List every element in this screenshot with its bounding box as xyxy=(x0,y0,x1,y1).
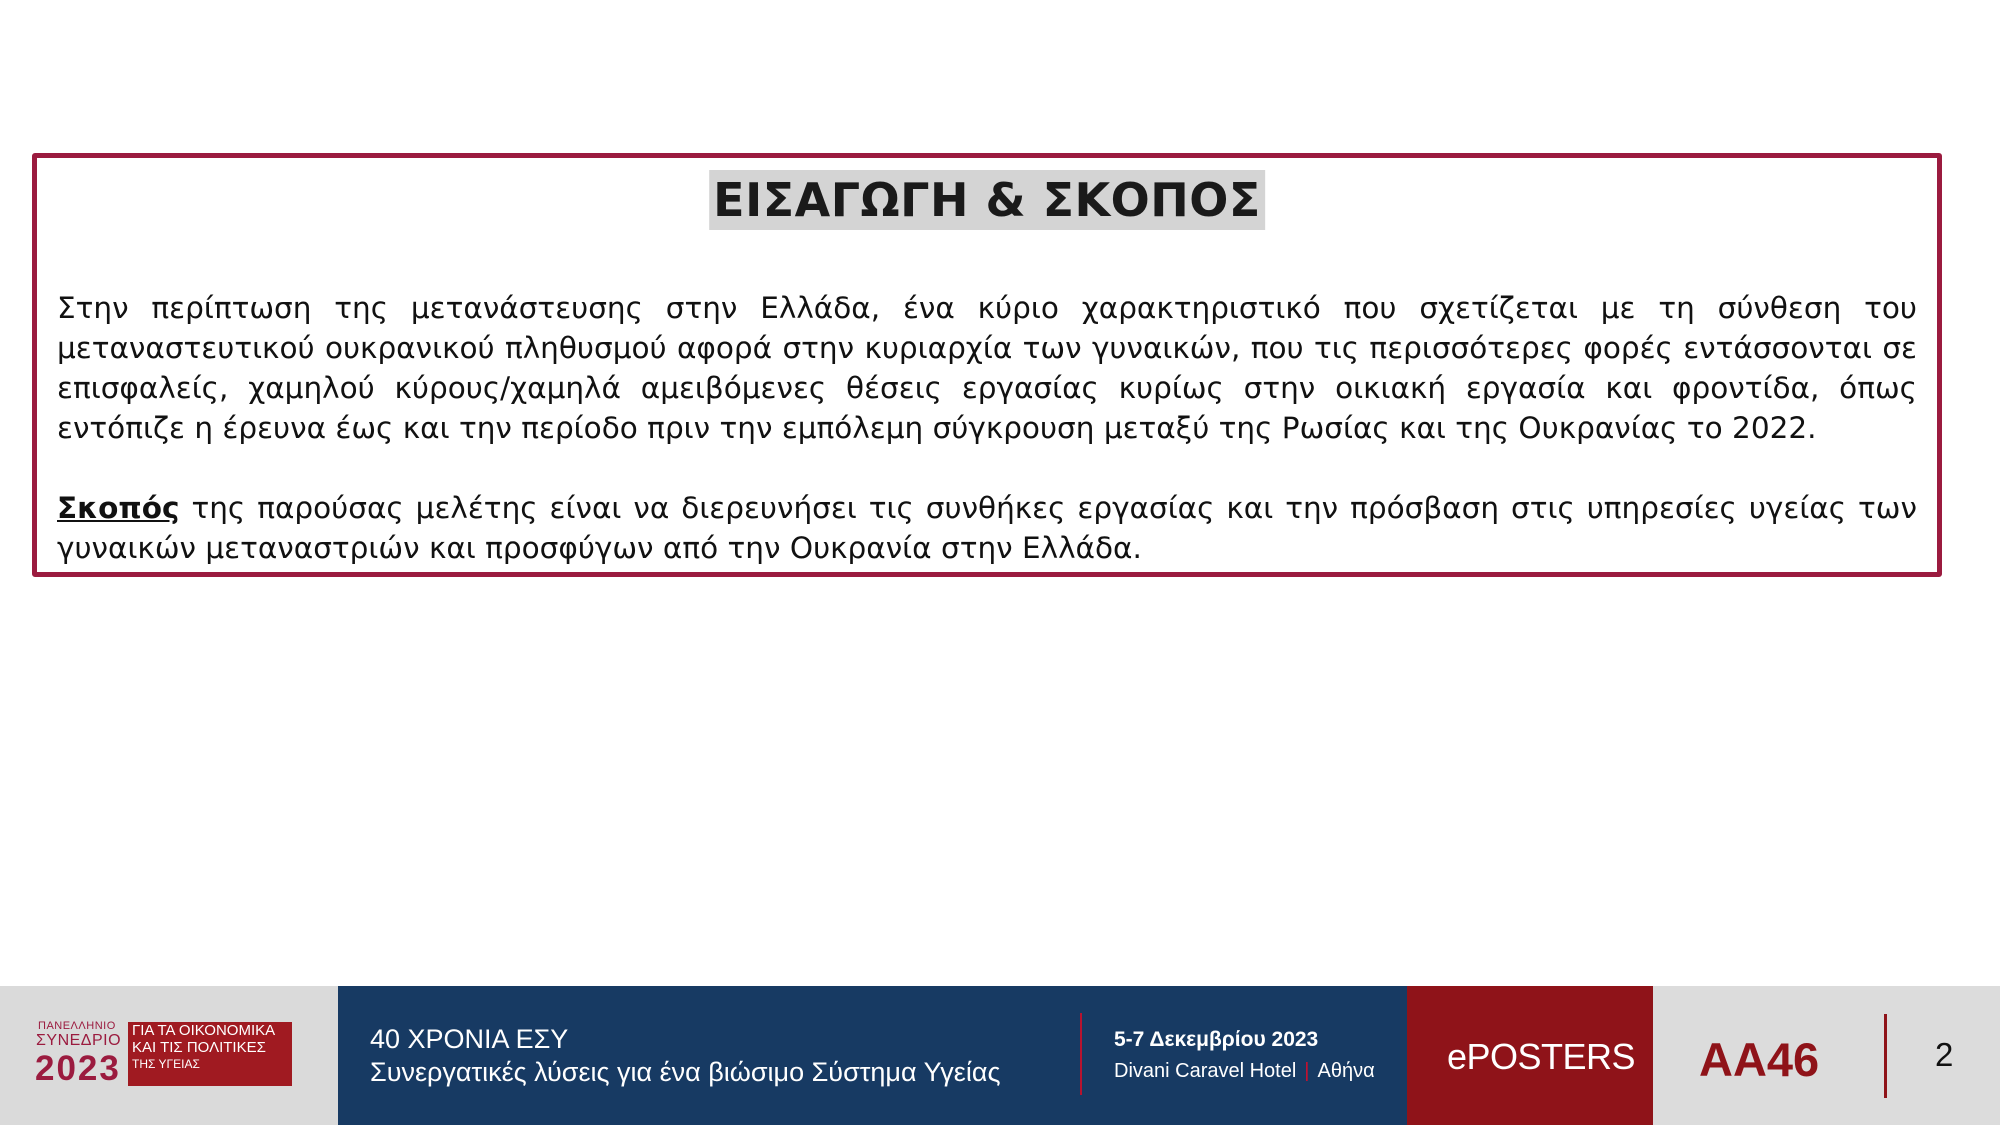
logo-line-2: ΚΑΙ ΤΙΣ ΠΟΛΙΤΙΚΕΣ xyxy=(132,1039,266,1056)
footer-dates: 5-7 Δεκεμβρίου 2023 xyxy=(1114,1028,1319,1051)
page-number: 2 xyxy=(1935,1036,1954,1073)
venue-separator: | xyxy=(1304,1060,1310,1082)
footer-blue-panel xyxy=(338,986,1407,1125)
poster-code-panel xyxy=(1653,986,2000,1125)
aim-text: της παρούσας μελέτης είναι να διερευνήσει τις συνθήκες εργασίας και την πρόσβαση στις υπηρεσίες υγείας των γυναικών μεταναστριών και προσφύγων από την Ουκρανία στην Ελλάδα. xyxy=(57,491,1917,565)
logo-year: 2023 xyxy=(35,1049,121,1088)
footer-divider xyxy=(1080,1013,1082,1095)
footer-venue-line xyxy=(1114,1060,1375,1083)
footer-subheadline: Συνεργατικές λύσεις για ένα βιώσιμο Σύστημα Υγείας xyxy=(370,1057,1001,1087)
footer-headline: 40 ΧΡΟΝΙΑ ΕΣΥ xyxy=(370,1024,569,1054)
logo-line-1: ΓΙΑ ΤΑ ΟΙΚΟΝΟΜΙΚΑ xyxy=(132,1022,276,1039)
intro-paragraph: Στην περίπτωση της μετανάστευσης στην Ελλάδα, ένα κύριο χαρακτηριστικό που σχετίζεται με τη σύνθεση του μεταναστευτικού ουκρανικού πληθυσμού αφορά στην κυριαρχία των γυναικών, που τις περισσότερες φορές εντάσσονται σε επισφαλείς, χαμηλού κύρους/χαμηλά αμειβόμενες θέσεις εργασίας κυρίως στην οικιακή εργασία και φροντίδα, όπως εντόπιζε η έρευνα έως και την περίοδο πριν την εμπόλεμη σύγκρουση μεταξύ της Ρωσίας και της Ουκρανίας το 2022. xyxy=(57,291,1917,445)
poster-code: AA46 xyxy=(1699,1033,1820,1086)
code-divider xyxy=(1884,1014,1887,1098)
logo-small-text: ΠΑΝΕΛΛΗΝΙΟ xyxy=(38,1020,116,1032)
section-title: ΕΙΣΑΓΩΓΗ & ΣΚΟΠΟΣ xyxy=(709,170,1265,230)
logo-line-3: ΤΗΣ ΥΓΕΙΑΣ xyxy=(132,1057,200,1071)
aim-paragraph xyxy=(57,488,1917,568)
logo-red-box xyxy=(128,1022,292,1086)
footer-venue: Divani Caravel Hotel xyxy=(1114,1060,1297,1082)
conference-logo xyxy=(0,986,338,1125)
eposters-label: ePOSTERS xyxy=(1447,1036,1636,1077)
aim-label: Σκοπός xyxy=(57,491,180,525)
eposters-panel xyxy=(1407,986,1653,1125)
footer-city: Αθήνα xyxy=(1317,1060,1375,1082)
footer-banner xyxy=(0,986,2000,1125)
intro-box xyxy=(32,153,1942,577)
logo-synedrio-text: ΣΥΝΕΔΡΙΟ xyxy=(36,1032,122,1049)
